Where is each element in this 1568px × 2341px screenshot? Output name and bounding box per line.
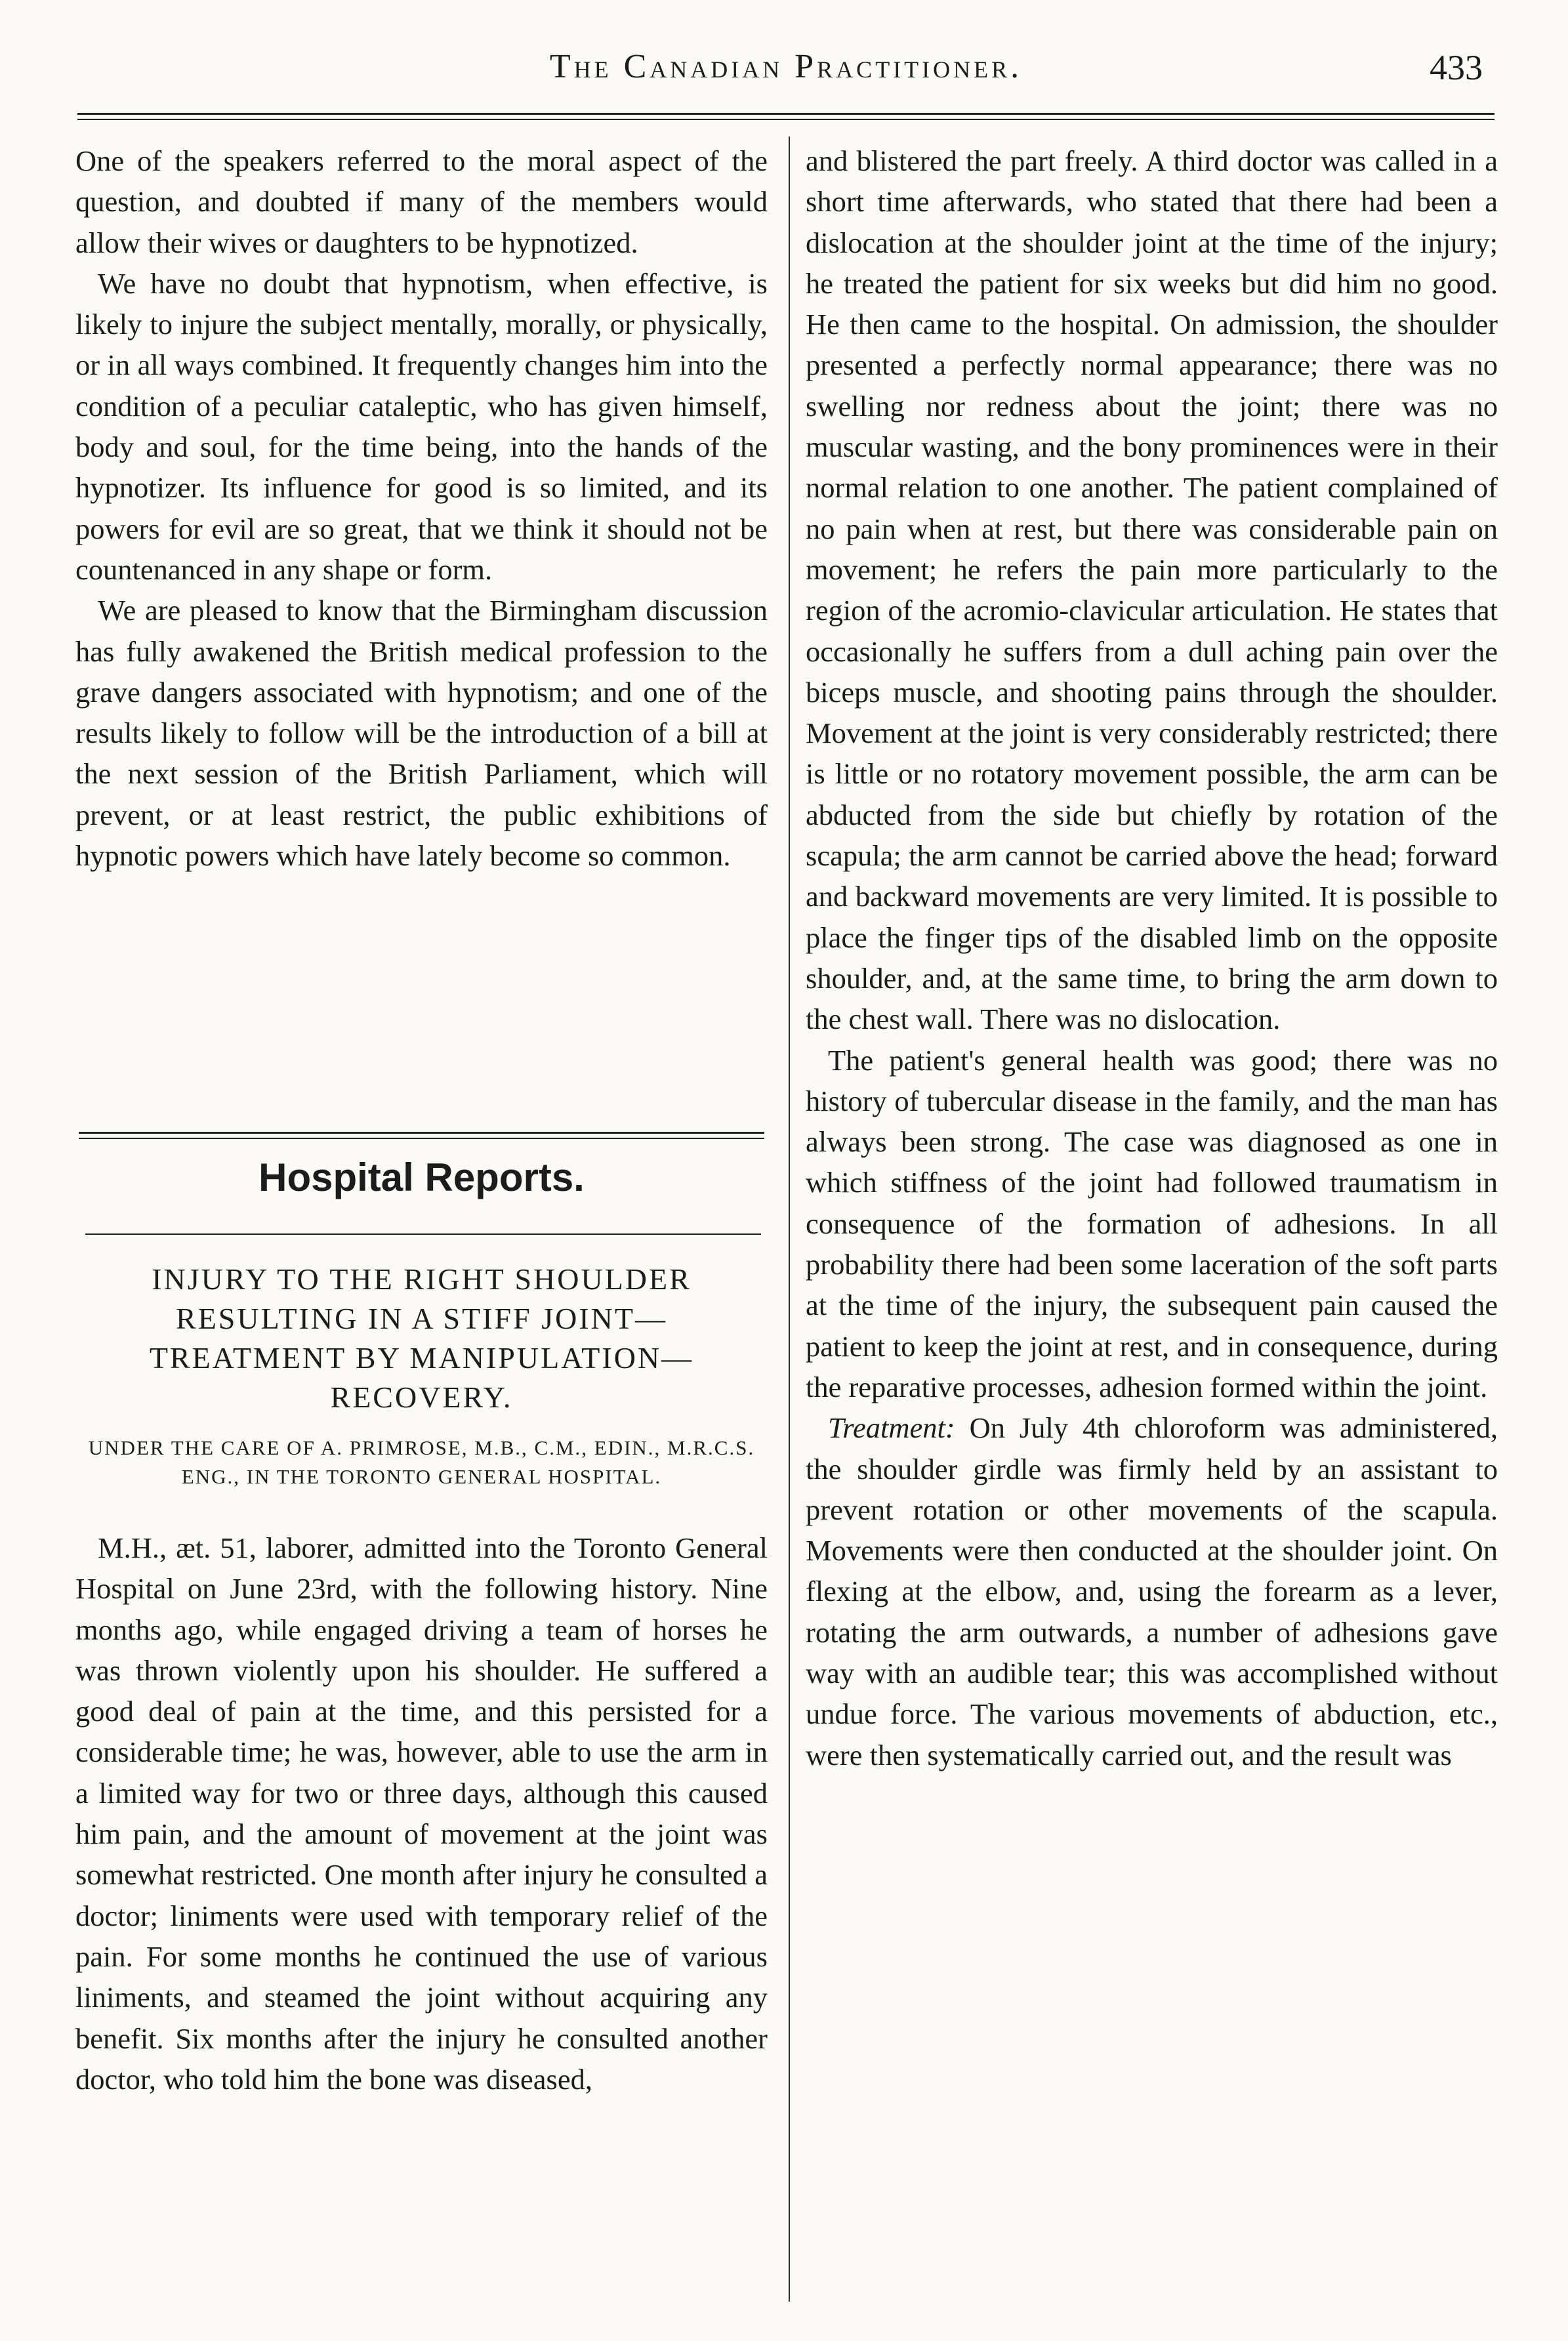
treatment-paragraph <box>806 1407 1498 1775</box>
paragraph: We are pleased to know that the Birmingham discussion has fully awakened the British medical profession to the grave dangers associated with hypnotism; and one of the results likely to follow will be the introduction of a bill at the next session of the British Parliament, which will prevent, or at least restrict, the public exhibitions of hypnotic powers which have lately become so common. <box>75 594 768 873</box>
page-number: 433 <box>1430 48 1483 87</box>
column-divider <box>789 136 790 2302</box>
treatment-text: On July 4th chloroform was administered, the shoulder girdle was firmly held by an assistant to prevent rotation or other movements of the scapula. Movements were then conducted at the shoulder joint. On flexing at the elbow, and, using the forearm as a lever, rotating the arm outwards, a number of adhesions gave way with an audible tear; this was accomplished without undue force. The various movements of abduction, etc., were then systematically carried out, and the result was <box>806 1411 1498 1771</box>
treatment-label: Treatment: <box>828 1411 955 1445</box>
running-title: The Canadian Practitioner. <box>549 48 1023 85</box>
page-header <box>77 45 1495 104</box>
right-column <box>806 140 1498 1775</box>
paragraph: and blistered the part freely. A third doctor was called in a short time afterwards, who stated that there had been a dislocation at the shoulder joint at the time of the injury; he treated the patient for six weeks but did him no good. He then came to the hospital. On admission, the shoulder presented a perfectly normal appearance; there was no swelling nor redness about the joint; there was no muscular wasting, and the bony prominences were in their normal relation to one another. The patient complained of no pain when at rest, but there was considerable pain on movement; he refers the pain more particularly to the region of the acromio-clavicular articulation. He states that occasionally he suffers from a dull aching pain over the biceps muscle, and shooting pains through the shoulder. Movement at the joint is very considerably restricted; there is little or no rotatory movement possible, the arm can be abducted from the side but chiefly by rotation of the scapula; the arm cannot be carried above the head; forward and backward movements are very limited. It is possible to place the finger tips of the disabled limb on the opposite shoulder, and, at the same time, to bring the arm down to the chest wall. There was no dislocation. <box>806 144 1498 1036</box>
paragraph: We have no doubt that hypnotism, when effective, is likely to injure the subject mentally, morally, or physically, or in all ways combined. It frequently changes him into the condition of a peculiar cataleptic, who has given himself, body and soul, for the time being, into the hands of the hypnotizer. Its influence for good is so limited, and its powers for evil are so great, that we think it should not be countenanced in any shape or form. <box>75 266 768 586</box>
case-title: INJURY TO THE RIGHT SHOULDER RESULTING IN A STIFF JOINT— TREATMENT BY MANIPULATION—RECOVERY. <box>149 1262 694 1414</box>
left-column-case-report <box>75 1527 768 2100</box>
section-rule <box>79 1132 764 1139</box>
case-subtitle: UNDER THE CARE OF A. PRIMROSE, M.B., C.M., EDIN., M.R.C.S. ENG., IN THE TORONTO GENERAL HOSPITAL. <box>88 1436 755 1488</box>
paragraph: M.H., æt. 51, laborer, admitted into the Toronto General Hospital on June 23rd, with the following history. Nine months ago, while engaged driving a team of horses he was thrown violently upon his shoulder. He suffered a good deal of pain at the time, and this persisted for a considerable time; he was, however, able to use the arm in a limited way for two or three days, although this caused him pain, and the amount of movement at the joint was somewhat restricted. One month after injury he consulted a doctor; liniments were used with temporary relief of the pain. For some months he continued the use of various liniments, and steamed the joint without acquiring any benefit. Six months after the injury he consulted another doctor, who told him the bone was diseased, <box>75 1531 768 2096</box>
paragraph: One of the speakers referred to the moral aspect of the question, and doubted if many of the members would allow their wives or daughters to be hypnotized. <box>75 144 768 259</box>
section-title: Hospital Reports. <box>258 1155 585 1199</box>
left-column-editorial <box>75 140 768 876</box>
paragraph: The patient's general health was good; there was no history of tubercular disease in the family, and the man has always been strong. The case was diagnosed as one in which stiffness of the joint had followed traumatism in consequence of the formation of adhesions. In all probability there had been some laceration of the soft parts at the time of the injury, the subsequent pain caused the patient to keep the joint at rest, and in consequence, during the reparative processes, adhesion formed within the joint. <box>806 1043 1498 1403</box>
header-rule <box>77 113 1495 120</box>
section-underline <box>85 1233 761 1235</box>
